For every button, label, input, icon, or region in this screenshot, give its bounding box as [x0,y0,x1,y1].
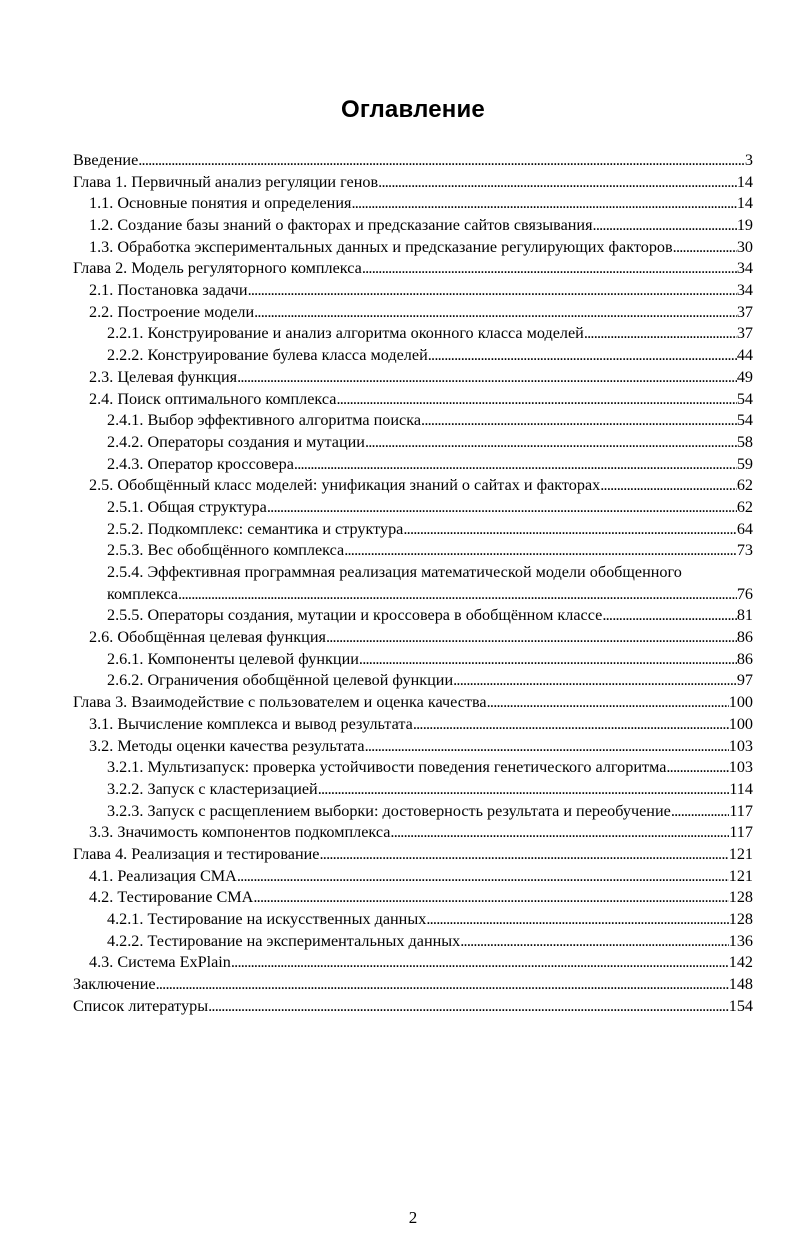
toc-label: 2.2.2. Конструирование булева класса моделей [107,346,428,365]
toc-entry [73,215,753,237]
dot-leader [390,822,729,844]
toc-label: Введение [73,150,139,169]
toc-entry [73,952,753,974]
toc-entry [73,714,753,736]
toc-page: 62 [736,476,753,495]
dot-leader [460,931,728,953]
toc-entry [73,866,753,888]
toc-label: 4.2.2. Тестирование на экспериментальных данных [107,931,461,950]
dot-leader [267,497,737,519]
dot-leader [254,302,737,324]
toc-page: 30 [736,237,753,256]
dot-leader [365,432,737,454]
toc-label: Глава 3. Взаимодействие с пользователем и оценка качества [73,693,487,712]
toc-page: 117 [729,823,753,842]
toc-entry [73,779,753,801]
toc-label: Список литературы [73,996,209,1015]
toc-entry [73,345,753,367]
dot-leader [403,519,736,541]
dot-leader [248,280,737,302]
dot-leader [231,952,729,974]
page-number: 2 [408,1208,418,1227]
toc-entry [73,324,753,346]
dot-leader [237,367,737,389]
toc-entry [73,454,753,476]
toc-page: 44 [736,346,753,365]
toc-page: 58 [736,432,753,451]
dot-leader [351,193,736,215]
dot-leader [138,150,745,172]
toc-entry [73,736,753,758]
dot-leader [673,237,737,259]
toc-page: 128 [728,910,753,929]
toc-label: 2.6.2. Ограничения обобщённой целевой функции [107,671,454,690]
dot-leader [208,996,729,1018]
toc-label: Заключение [73,975,156,994]
toc-label: комплекса [107,584,179,603]
dot-leader [359,649,737,671]
toc-page: 14 [736,172,753,191]
toc-page: 117 [729,801,753,820]
toc-page: 3 [744,150,753,169]
toc-entry [73,887,753,909]
dot-leader [320,844,729,866]
toc-label: 2.5.5. Операторы создания, мутации и кроссовера в обобщённом классе [107,606,603,625]
toc-entry [73,367,753,389]
dot-leader [671,801,730,823]
toc-label: 3.2. Методы оценки качества результата [89,736,365,755]
toc-entry [73,974,753,996]
dot-leader [336,389,736,411]
toc-page: 34 [736,281,753,300]
toc-page: 19 [736,216,753,235]
dot-leader [344,540,737,562]
dot-leader [378,172,737,194]
toc-label: 4.2.1. Тестирование на искусственных данных [107,910,427,929]
toc-label: 3.2.3. Запуск с расщеплением выборки: достоверность результата и переобучение [107,801,671,820]
toc-label: 2.1. Постановка задачи [89,281,248,300]
toc-label: 4.3. Система ExPlain [89,953,231,972]
toc-label: 2.4.3. Оператор кроссовера [107,454,294,473]
toc-entry [73,172,753,194]
toc-label: 4.1. Реализация CMA [89,866,237,885]
dot-leader [602,605,737,627]
toc-label: 2.5. Обобщённый класс моделей: унификация знаний о сайтах и факторах [89,476,601,495]
toc-entry [73,801,753,823]
toc-entry [73,931,753,953]
toc-label: 4.2. Тестирование CMA [89,888,254,907]
toc-label: 2.6.1. Компоненты целевой функции [107,649,359,668]
toc-entry [73,475,753,497]
toc-entry [73,432,753,454]
toc-label: 2.5.2. Подкомплекс: семантика и структура [107,519,404,538]
toc-entry [73,671,753,693]
toc-entry [73,410,753,432]
toc-label: 2.5.1. Общая структура [107,497,267,516]
page-title: Оглавление [341,96,485,123]
toc-page: 86 [736,649,753,668]
toc-page: 34 [736,259,753,278]
toc-entry-continuation [73,584,753,606]
toc-label: Глава 1. Первичный анализ регуляции генов [73,172,379,191]
toc-page: 37 [736,324,753,343]
toc-entry [73,237,753,259]
toc-label: 3.1. Вычисление комплекса и вывод результата [89,714,413,733]
dot-leader [362,258,737,280]
toc-entry [73,562,753,584]
toc-label: 2.4.2. Операторы создания и мутации [107,432,365,451]
dot-leader [584,324,737,346]
toc-label: 2.2.1. Конструирование и анализ алгоритма оконного класса моделей [107,324,584,343]
toc-page: 54 [736,389,753,408]
dot-leader [593,215,737,237]
dot-leader [326,627,737,649]
toc-page: 103 [728,758,753,777]
toc-page: 14 [736,194,753,213]
toc-entry [73,757,753,779]
toc-page: 73 [736,541,753,560]
dot-leader [426,909,728,931]
toc-label: Глава 2. Модель регуляторного комплекса [73,259,362,278]
toc-page: 121 [728,866,753,885]
toc-label: 2.5.3. Вес обобщённого комплекса [107,541,345,560]
toc-page: 64 [736,519,753,538]
toc-label: 3.2.1. Мультизапуск: проверка устойчивости поведения генетического алгоритма [107,758,667,777]
toc-entry [73,497,753,519]
dot-leader [253,887,728,909]
toc-page: 114 [729,779,753,798]
toc-label: 3.2.2. Запуск с кластеризацией [107,779,318,798]
dot-leader [413,714,729,736]
toc-page: 103 [728,736,753,755]
toc-entry [73,822,753,844]
toc-entry [73,627,753,649]
toc-page: 54 [736,411,753,430]
toc-entry [73,302,753,324]
toc-page: 128 [728,888,753,907]
toc-label: 2.4.1. Выбор эффективного алгоритма поиска [107,411,422,430]
toc-page: 97 [736,671,753,690]
toc-entry [73,258,753,280]
table-of-contents [73,150,753,1018]
toc-label: Глава 4. Реализация и тестирование [73,844,320,863]
dot-leader [421,410,737,432]
toc-entry [73,193,753,215]
toc-entry [73,540,753,562]
dot-leader [365,736,729,758]
toc-page: 100 [728,693,753,712]
toc-entry [73,692,753,714]
toc-entry [73,389,753,411]
toc-entry [73,996,753,1018]
toc-page: 62 [736,497,753,516]
toc-label: 1.3. Обработка экспериментальных данных и предсказание регулирующих факторов [89,237,673,256]
toc-label: 1.1. Основные понятия и определения [89,194,352,213]
toc-label: 2.4. Поиск оптимального комплекса [89,389,337,408]
dot-leader [487,692,729,714]
toc-page: 86 [736,628,753,647]
toc-page: 142 [728,953,753,972]
toc-page: 76 [736,584,753,603]
dot-leader [294,454,737,476]
toc-page: 121 [728,844,753,863]
toc-page: 148 [728,975,753,994]
toc-page: 100 [728,714,753,733]
toc-entry [73,909,753,931]
toc-label: 2.6. Обобщённая целевая функция [89,628,326,647]
toc-page: 37 [736,302,753,321]
dot-leader [666,757,728,779]
toc-entry [73,519,753,541]
toc-label: 2.2. Построение модели [89,302,255,321]
dot-leader [237,866,729,888]
dot-leader [318,779,730,801]
dot-leader [178,584,737,606]
toc-entry [73,844,753,866]
toc-page: 81 [736,606,753,625]
dot-leader [453,671,737,693]
dot-leader [156,974,729,996]
toc-page: 154 [728,996,753,1015]
toc-entry [73,280,753,302]
toc-entry [73,605,753,627]
dot-leader [428,345,737,367]
toc-page: 59 [736,454,753,473]
toc-entry [73,150,753,172]
dot-leader [600,475,737,497]
toc-label: 2.5.4. Эффективная программная реализация математической модели обобщенного [107,563,682,582]
toc-entry [73,649,753,671]
toc-page: 136 [728,931,753,950]
toc-page: 49 [736,367,753,386]
toc-label: 1.2. Создание базы знаний о факторах и предсказание сайтов связывания [89,216,593,235]
toc-label: 3.3. Значимость компонентов подкомплекса [89,823,391,842]
toc-label: 2.3. Целевая функция [89,367,238,386]
